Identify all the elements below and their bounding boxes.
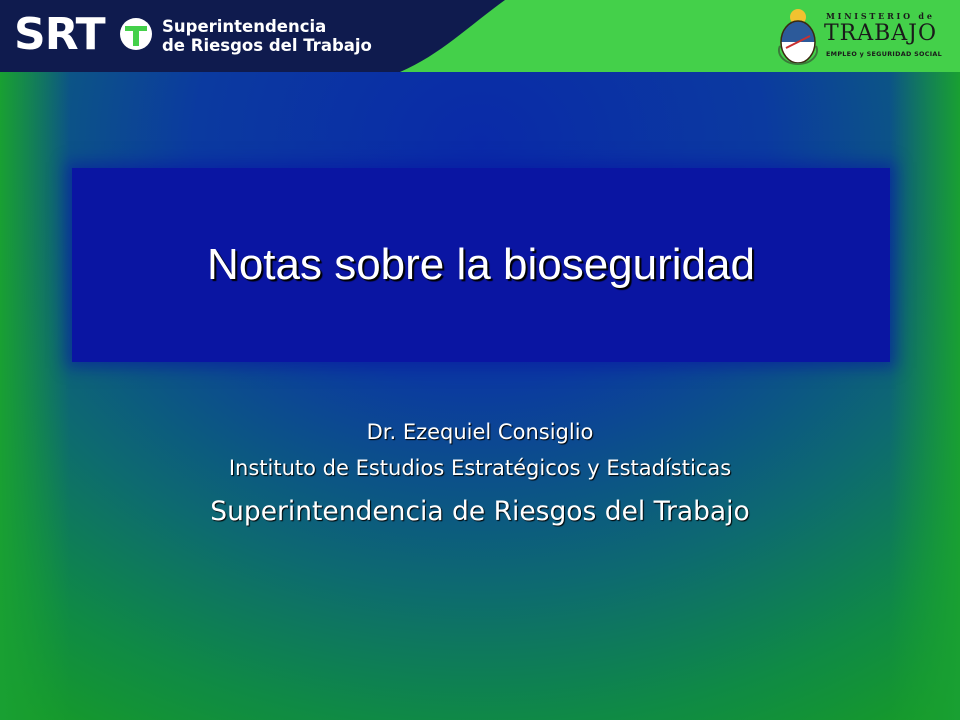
ministry-big-label: TRABAJO [824,21,938,46]
background-right-band [890,72,960,720]
srt-logo-text: SRT [14,9,105,60]
slide-title: Notas sobre la bioseguridad [207,240,755,289]
ministry-small-label: MINISTERIO de [826,11,935,21]
institute-name: Instituto de Estudios Estratégicos y Estadísticas [228,456,732,480]
title-box [72,168,890,362]
ministry-logo [776,6,944,66]
argentina-coat-of-arms-icon [776,6,820,66]
header-bar [0,0,960,72]
org-name-line1: Superintendencia [162,17,327,36]
org-name [162,17,372,55]
ministry-sub-label: EMPLEO y SEGURIDAD SOCIAL [826,50,942,58]
org-name-line2: de Riesgos del Trabajo [162,36,372,55]
organization-name: Superintendencia de Riesgos del Trabajo [210,496,750,527]
author-name: Dr. Ezequiel Consiglio [366,420,594,444]
srt-logo-mark-icon [119,17,153,51]
background-left-band [0,72,70,720]
